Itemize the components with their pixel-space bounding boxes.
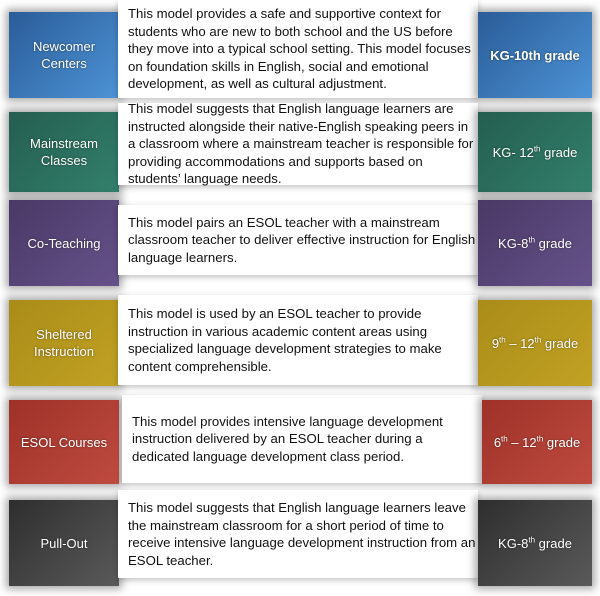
model-label-text: Co-Teaching	[27, 235, 101, 251]
model-label-text: ESOL Courses	[20, 434, 108, 450]
grade-text	[494, 434, 580, 451]
grade-part: KG-8	[498, 535, 529, 551]
grade-part: KG-8	[498, 235, 529, 251]
grade-sup: th	[528, 235, 536, 245]
grade-part: grade	[535, 235, 572, 251]
grade-text	[498, 535, 572, 552]
model-label-text: Newcomer Centers	[32, 39, 96, 71]
grade-part: KG- 12	[492, 144, 534, 160]
grade-sup: th	[501, 434, 508, 444]
grade-range	[478, 12, 592, 98]
grade-sup: th	[528, 535, 536, 545]
model-label	[9, 400, 119, 484]
grade-text: KG-10th grade	[490, 47, 580, 63]
model-label	[9, 200, 119, 286]
grade-text	[493, 144, 578, 161]
grade-part: 6	[493, 434, 502, 450]
model-label-text: Pull-Out	[40, 535, 88, 551]
grade-sup: th	[534, 335, 542, 345]
model-description: This model provides a safe and supportive context for students who are new to both school and the US before they move into a typical school setting. This model focuses on foundation skills in English, social and emotional development, as well as cultural adjustment.	[118, 0, 478, 98]
grade-part: – 12	[505, 335, 535, 351]
grade-range	[478, 500, 592, 586]
model-description: This model is used by an ESOL teacher to provide instruction in various academic content areas using specialized language development strategies to make content comprehensible.	[118, 295, 478, 385]
model-description: This model suggests that English language learners are instructed alongside their native-English speaking peers in a classroom where a mainstream teacher is responsible for providing accommodations and supports based on students’ language needs.	[118, 103, 478, 185]
model-description: This model pairs an ESOL teacher with a mainstream classroom teacher to deliver effective instruction for English language learners.	[118, 205, 478, 275]
model-label	[9, 12, 119, 98]
model-description: This model provides intensive language development instruction delivered by an ESOL teacher during a dedicated language development class period.	[122, 395, 482, 483]
grade-part: – 12	[507, 434, 537, 450]
grade-sup: th	[499, 335, 506, 345]
model-label-text: Sheltered Instruction	[34, 327, 94, 359]
grade-range	[482, 400, 592, 484]
grade-part: 9	[491, 335, 500, 351]
model-label	[9, 112, 119, 192]
model-description: This model suggests that English language learners leave the mainstream classroom for a short period of time to receive intensive language development instruction from an ESOL teacher.	[118, 490, 478, 578]
model-label	[9, 300, 119, 386]
grade-text	[492, 335, 578, 352]
grade-part: grade	[535, 535, 572, 551]
grade-sup: th	[533, 144, 541, 154]
grade-range	[478, 200, 592, 286]
grade-part: grade	[543, 434, 581, 450]
grade-text	[498, 235, 572, 252]
model-label-text: Mainstream Classes	[30, 136, 98, 168]
grade-sup: th	[536, 434, 544, 444]
grade-part: grade	[541, 335, 579, 351]
grade-range	[478, 112, 592, 192]
grade-range	[478, 300, 592, 386]
model-label	[9, 500, 119, 586]
grade-part: grade	[540, 144, 578, 160]
